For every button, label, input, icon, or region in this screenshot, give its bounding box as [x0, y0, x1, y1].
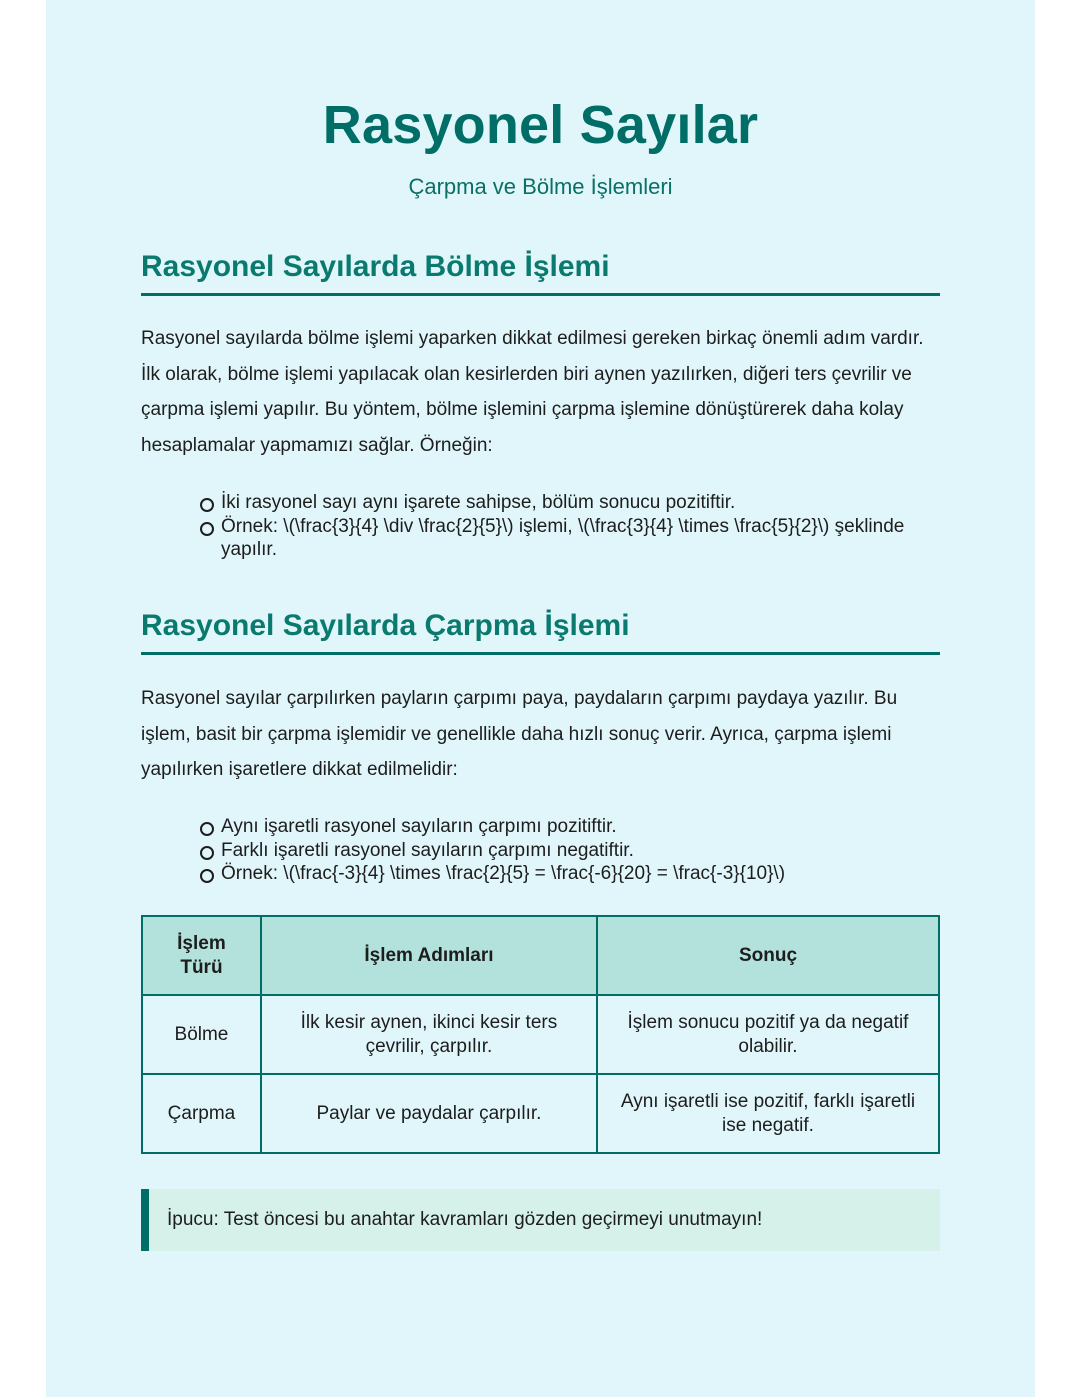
list-item: İki rasyonel sayı aynı işarete sahipse, bölüm sonucu pozitiftir.	[221, 491, 921, 515]
table-cell: Paylar ve paydalar çarpılır.	[261, 1074, 597, 1153]
table-header-cell: Sonuç	[597, 916, 939, 995]
list-item: Farklı işaretli rasyonel sayıların çarpımı negatiftir.	[221, 839, 921, 863]
table-row	[142, 1074, 939, 1153]
table-row	[142, 995, 939, 1074]
table-header-row	[142, 916, 939, 995]
multiplication-bullet-list	[221, 815, 921, 886]
tip-callout	[141, 1189, 940, 1251]
division-paragraph: Rasyonel sayılarda bölme işlemi yaparken dikkat edilmesi gereken birkaç önemli adım vardır. İlk olarak, bölme işlemi yapılacak olan kesirlerden biri aynen yazılırken, diğeri ters çevrilir ve çarpma işlemi yapılır. Bu yöntem, bölme işlemini çarpma işlemine dönüştürerek daha kolay hesaplamalar yapmamızı sağlar. Örneğin:	[141, 328, 924, 456]
list-item: Örnek: \(\frac{-3}{4} \times \frac{2}{5} = \frac{-6}{20} = \frac{-3}{10}\)	[221, 862, 921, 886]
table-cell: Aynı işaretli ise pozitif, farklı işaretli ise negatif.	[597, 1074, 939, 1153]
list-item: Örnek: \(\frac{3}{4} \div \frac{2}{5}\) işlemi, \(\frac{3}{4} \times \frac{5}{2}\) şeklinde yapılır.	[221, 515, 921, 562]
table-cell: Çarpma	[142, 1074, 261, 1153]
document-page	[46, 0, 1035, 1397]
tip-text: İpucu: Test öncesi bu anahtar kavramları gözden geçirmeyi unutmayın!	[167, 1209, 763, 1230]
table-cell: İşlem sonucu pozitif ya da negatif olabilir.	[597, 995, 939, 1074]
table-cell: İlk kesir aynen, ikinci kesir ters çevrilir, çarpılır.	[261, 995, 597, 1074]
multiplication-section-heading: Rasyonel Sayılarda Çarpma İşlemi	[141, 609, 940, 655]
table-header-cell: İşlem Adımları	[261, 916, 597, 995]
comparison-table	[141, 915, 940, 1154]
page-title: Rasyonel Sayılar	[322, 95, 759, 155]
multiplication-paragraph: Rasyonel sayılar çarpılırken payların çarpımı paya, paydaların çarpımı paydaya yazılır. Bu işlem, basit bir çarpma işlemidir ve genellikle daha hızlı sonuç verir. Ayrıca, çarpma işlemi yapılırken işaretlere dikkat edilmelidir:	[141, 688, 898, 780]
division-bullet-list	[221, 491, 921, 562]
table-cell: Bölme	[142, 995, 261, 1074]
table-header-cell: İşlem Türü	[142, 916, 261, 995]
comparison-table-wrapper	[141, 915, 940, 1154]
list-item: Aynı işaretli rasyonel sayıların çarpımı pozitiftir.	[221, 815, 921, 839]
page-subtitle: Çarpma ve Bölme İşlemleri	[408, 174, 673, 199]
division-section-heading: Rasyonel Sayılarda Bölme İşlemi	[141, 250, 940, 296]
